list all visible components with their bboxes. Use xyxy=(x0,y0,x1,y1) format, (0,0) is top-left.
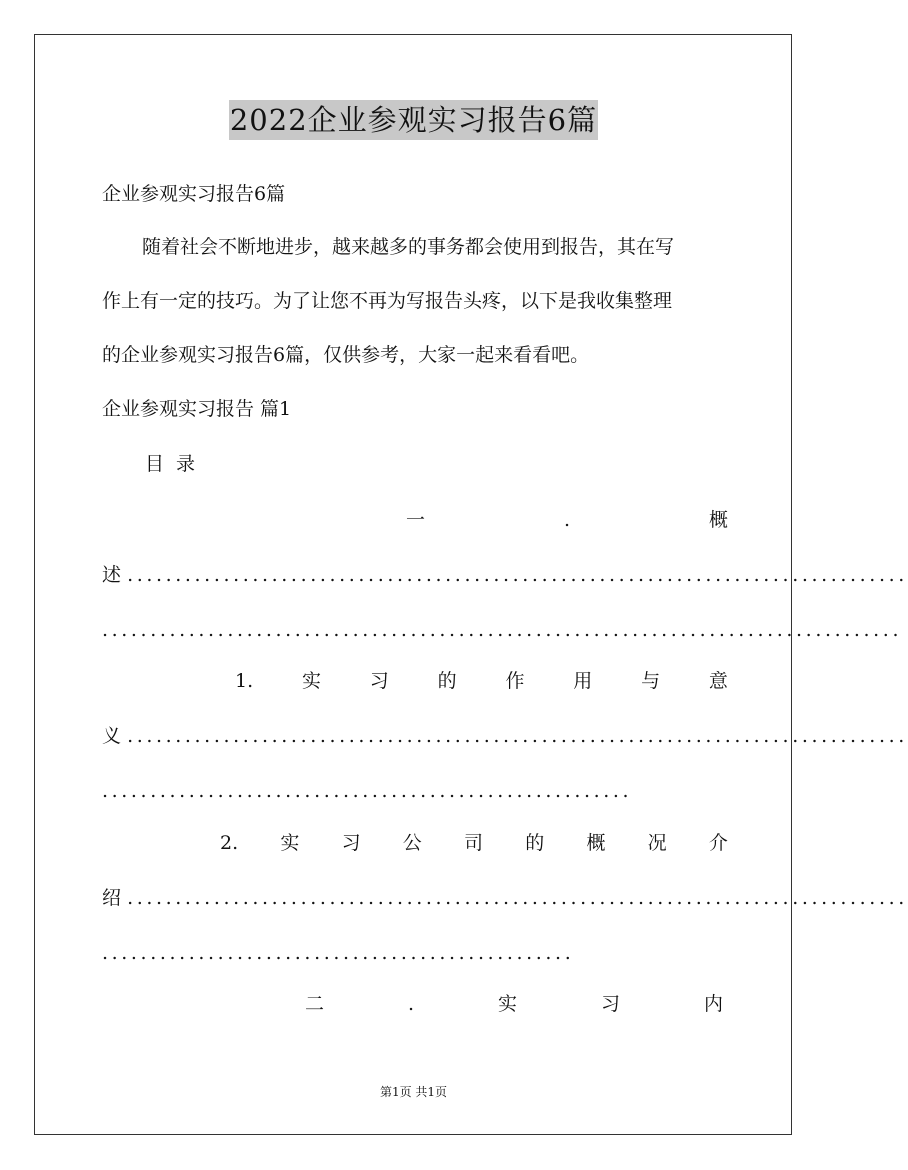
toc-item-1-leader: 述 ................................................................................. xyxy=(102,564,908,586)
toc-heading: 目 录 xyxy=(145,453,196,475)
toc-item-4-part: 实 xyxy=(498,993,518,1015)
toc-item-2-part: 1. xyxy=(235,670,254,692)
toc-item-3-part: 况 xyxy=(647,832,667,854)
toc-item-3-leader: 绍 ................................................................................. xyxy=(102,887,908,909)
intro-line-2: 作上有一定的技巧。为了让您不再为写报告头疼，以下是我收集整理 xyxy=(102,290,673,312)
toc-item-3-cont: 绍 xyxy=(102,887,122,909)
toc-item-3-part: 2. xyxy=(220,832,239,854)
page-footer: 第1页 共1页 xyxy=(379,1085,448,1099)
toc-item-1-part: 一 xyxy=(406,509,426,531)
toc-item-3-part: 司 xyxy=(464,832,484,854)
document-subtitle: 企业参观实习报告6篇 xyxy=(102,183,286,205)
intro-line-3: 的企业参观实习报告6篇，仅供参考，大家一起来看看吧。 xyxy=(102,344,590,366)
toc-item-3-part: 介 xyxy=(708,832,728,854)
toc-item-1-part: 概 xyxy=(708,509,728,531)
toc-item-1-part: . xyxy=(563,509,571,531)
toc-item-2-cont: 义 xyxy=(102,725,122,747)
toc-item-4-part: . xyxy=(407,993,415,1015)
toc-item-1-leader-2: ................................................................................... xyxy=(102,619,903,641)
toc-item-2-part: 用 xyxy=(573,670,593,692)
toc-item-3-part: 的 xyxy=(525,832,545,854)
toc-item-4-part: 习 xyxy=(600,993,620,1015)
toc-item-3-part: 公 xyxy=(402,832,422,854)
toc-item-4 xyxy=(305,990,723,1018)
toc-item-3 xyxy=(220,829,728,857)
toc-item-2-part: 与 xyxy=(641,670,661,692)
toc-item-3-part: 概 xyxy=(586,832,606,854)
toc-item-1-cont: 述 xyxy=(102,564,122,586)
toc-item-2-leader: 义 ................................................................................. xyxy=(102,725,908,747)
toc-item-4-part: 内 xyxy=(703,993,723,1015)
toc-item-2-leader-2: ....................................................... xyxy=(102,780,633,802)
toc-item-2-part: 意 xyxy=(708,670,728,692)
toc-item-1 xyxy=(406,506,728,534)
document-title: 2022企业参观实习报告6篇 xyxy=(229,100,598,140)
toc-item-2 xyxy=(235,667,728,695)
section-heading: 企业参观实习报告 篇1 xyxy=(102,398,292,420)
toc-item-2-part: 习 xyxy=(369,670,389,692)
toc-item-3-leader-2: ................................................. xyxy=(102,942,575,964)
toc-item-2-part: 实 xyxy=(301,670,321,692)
toc-item-2-part: 的 xyxy=(437,670,457,692)
toc-item-4-part: 二 xyxy=(305,993,325,1015)
toc-item-2-part: 作 xyxy=(505,670,525,692)
toc-item-3-part: 实 xyxy=(280,832,300,854)
intro-line-1: 随着社会不断地进步，越来越多的事务都会使用到报告，其在写 xyxy=(142,236,675,258)
toc-item-3-part: 习 xyxy=(341,832,361,854)
